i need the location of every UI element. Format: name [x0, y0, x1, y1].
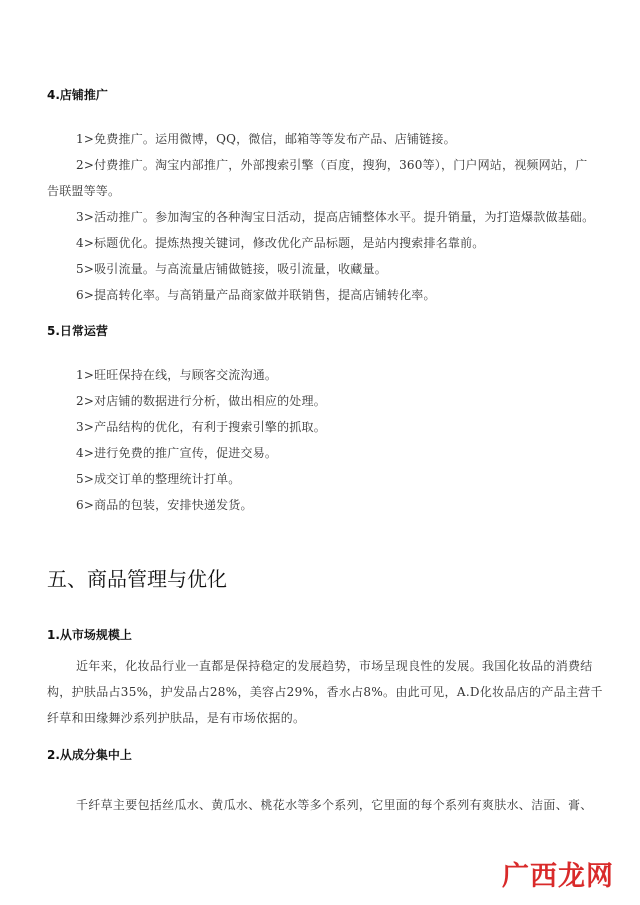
section-4-item-6: 6>提高转化率。与高销量产品商家做并联销售，提高店铺转化率。 [76, 288, 436, 302]
chapter-5-title: 五、商品管理与优化 [47, 567, 227, 591]
section-5-item-3: 3>产品结构的优化，有利于搜索引擎的抓取。 [76, 420, 326, 434]
subsection-2-paragraph: 千纤草主要包括丝瓜水、黄瓜水、桃花水等多个系列，它里面的每个系列有爽肤水、洁面、膏、 [76, 798, 593, 812]
section-4-item-2: 2>付费推广。淘宝内部推广，外部搜索引擎（百度，搜狗，360等），门户网站，视频网站，广 [76, 158, 588, 172]
section-5-heading: 5.日常运营 [47, 324, 108, 338]
section-5-item-2: 2>对店铺的数据进行分析，做出相应的处理。 [76, 394, 326, 408]
section-5-item-1: 1>旺旺保持在线，与顾客交流沟通。 [76, 368, 278, 382]
section-5-item-5: 5>成交订单的整理统计打单。 [76, 472, 241, 486]
section-4-item-1: 1>免费推广。运用微博，QQ，微信，邮箱等等发布产品、店铺链接。 [76, 132, 456, 146]
section-4-item-5: 5>吸引流量。与高流量店铺做链接，吸引流量，收藏量。 [76, 262, 387, 276]
site-watermark: 广西龙网 [502, 861, 614, 892]
section-4-item-3: 3>活动推广。参加淘宝的各种淘宝日活动，提高店铺整体水平。提升销量，为打造爆款做基础。 [76, 210, 595, 224]
section-5-item-6: 6>商品的包装，安排快递发货。 [76, 498, 253, 512]
section-4-item-2-continued: 告联盟等等。 [47, 184, 121, 198]
subsection-2-heading: 2.从成分集中上 [47, 748, 132, 762]
subsection-1-heading: 1.从市场规模上 [47, 628, 132, 642]
section-5-item-4: 4>进行免费的推广宣传，促进交易。 [76, 446, 278, 460]
section-4-heading: 4.店铺推广 [47, 88, 108, 102]
section-4-item-4: 4>标题优化。提炼热搜关键词，修改优化产品标题，是站内搜索排名靠前。 [76, 236, 485, 250]
subsection-1-paragraph: 近年来，化妆品行业一直都是保持稳定的发展趋势，市场呈现良性的发展。我国化妆品的消费结构，护肤品占35%，护发品占28%，美容占29%，香水占8%。由此可见，A.D化妆品店的产品主营千纤草和田缘舞沙系列护肤品，是有市场依据的。 [47, 659, 603, 725]
